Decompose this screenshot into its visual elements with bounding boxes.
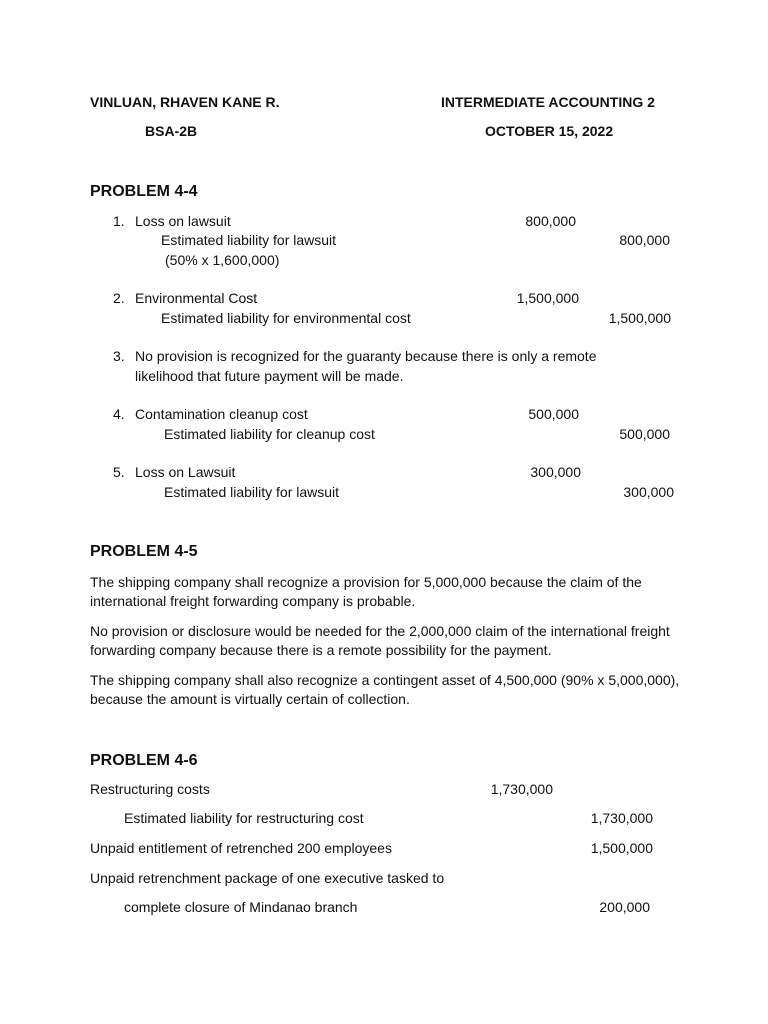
- debit-amount: 300,000: [530, 464, 581, 480]
- student-section: BSA-2B: [145, 123, 198, 139]
- course-title: INTERMEDIATE ACCOUNTING 2: [441, 94, 655, 110]
- credit-amount: 800,000: [619, 232, 670, 248]
- credit-account: Estimated liability for lawsuit: [161, 232, 337, 248]
- entry-label: Estimated liability for restructuring cost: [124, 810, 364, 826]
- computation-note: (50% x 1,600,000): [165, 252, 280, 268]
- credit-amount: 200,000: [599, 899, 650, 915]
- entry-label: Unpaid retrenchment package of one executive tasked to: [90, 870, 445, 886]
- paragraph: The shipping company shall also recognize a contingent asset of 4,500,000 (90% x 5,000,000), because the amount is virtually certain of collection.: [90, 672, 680, 707]
- item-number: 2.: [113, 290, 125, 306]
- credit-amount: 300,000: [623, 484, 674, 500]
- item-text-line: likelihood that future payment will be made.: [135, 368, 404, 384]
- entry-label: complete closure of Mindanao branch: [124, 899, 358, 915]
- submission-date: OCTOBER 15, 2022: [485, 123, 614, 139]
- paragraph: The shipping company shall recognize a provision for 5,000,000 because the claim of the international freight forwarding company is probable.: [90, 574, 642, 609]
- credit-account: Estimated liability for cleanup cost: [164, 426, 375, 442]
- problem-4-5-title: PROBLEM 4-5: [90, 543, 198, 560]
- student-name: VINLUAN, RHAVEN KANE R.: [90, 94, 280, 110]
- debit-amount: 1,500,000: [516, 290, 579, 306]
- credit-amount: 1,500,000: [590, 840, 653, 856]
- item-number: 4.: [113, 406, 125, 422]
- credit-amount: 1,500,000: [608, 310, 671, 326]
- credit-amount: 500,000: [619, 426, 670, 442]
- debit-amount: 500,000: [528, 406, 579, 422]
- credit-account: Estimated liability for lawsuit: [164, 484, 340, 500]
- entry-label: Unpaid entitlement of retrenched 200 employees: [90, 840, 392, 856]
- debit-account: Contamination cleanup cost: [135, 406, 308, 422]
- problem-4-4-title: PROBLEM 4-4: [90, 183, 198, 200]
- credit-amount: 1,730,000: [590, 810, 653, 826]
- item-number: 1.: [113, 213, 125, 229]
- paragraph: No provision or disclosure would be needed for the 2,000,000 claim of the international freight forwarding company because there is a remote possibility for the payment.: [90, 623, 670, 658]
- item-number: 3.: [113, 348, 125, 364]
- item-text-line: No provision is recognized for the guaranty because there is only a remote: [135, 348, 597, 364]
- debit-amount: 1,730,000: [490, 781, 553, 797]
- debit-account: Loss on Lawsuit: [135, 464, 236, 480]
- entry-label: Restructuring costs: [90, 781, 210, 797]
- item-number: 5.: [113, 464, 125, 480]
- problem-4-6-title: PROBLEM 4-6: [90, 752, 198, 769]
- debit-amount: 800,000: [525, 213, 576, 229]
- debit-account: Loss on lawsuit: [135, 213, 231, 229]
- credit-account: Estimated liability for environmental cost: [161, 310, 411, 326]
- debit-account: Environmental Cost: [135, 290, 258, 306]
